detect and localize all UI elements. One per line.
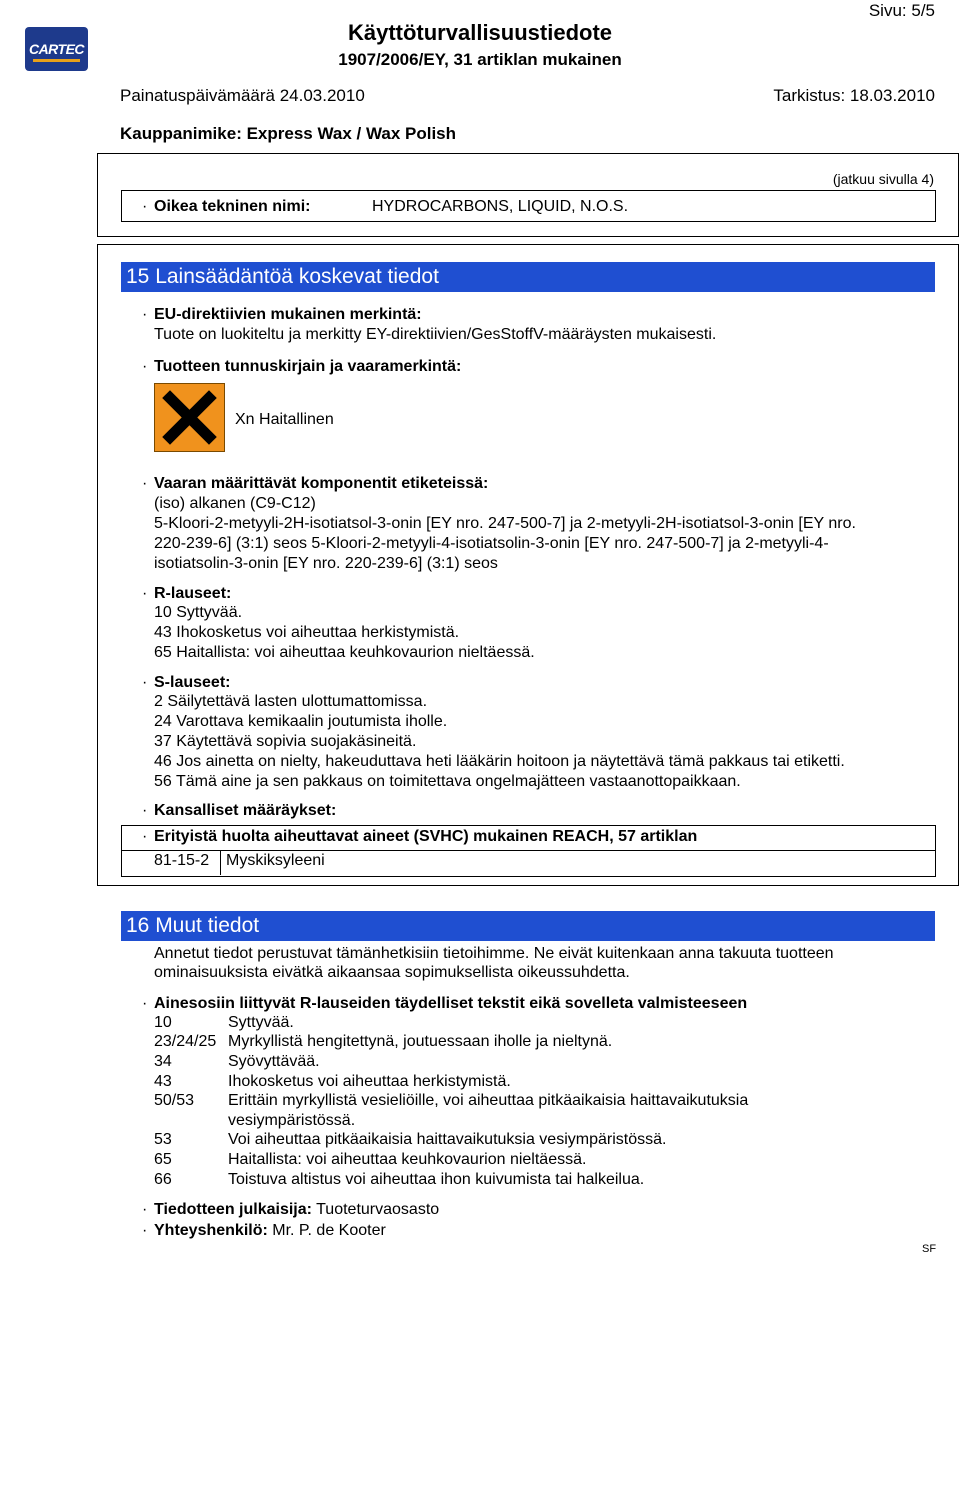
s-phrases-label: · S-lauseet:: [142, 674, 231, 691]
continued-note: (jatkuu sivulla 4): [832, 171, 934, 187]
svhc-cas-number: 81-15-2: [154, 852, 210, 869]
r-text: Ihokosketus voi aiheuttaa herkistymistä.: [228, 1073, 511, 1090]
publisher: · Tiedotteen julkaisija: Tuoteturvaosasto: [142, 1201, 440, 1218]
svhc-table-col-divider: [220, 850, 221, 875]
svhc-substance-name: Myskiksyleeni: [226, 852, 325, 869]
r-full-text-label: · Ainesosiin liittyvät R-lauseiden täydelliset tekstit eikä sovelleta valmisteeseen: [142, 995, 748, 1012]
r-code: 65: [154, 1151, 172, 1168]
r-code: 53: [154, 1131, 172, 1148]
r-phrase: 43 Ihokosketus voi aiheuttaa herkistymistä.: [154, 624, 460, 641]
document-subtitle: 1907/2006/EY, 31 artiklan mukainen: [338, 50, 622, 69]
hazard-designation: Xn Haitallinen: [235, 411, 334, 428]
s-phrase: 24 Varottava kemikaalin joutumista iholle.: [154, 713, 448, 730]
language-code: SF: [922, 1243, 937, 1255]
section-15-header: 15 Lainsäädäntöä koskevat tiedot: [121, 262, 935, 292]
disclaimer-line: Annetut tiedot perustuvat tämänhetkisiin tietoihimme. Ne eivät kuitenkaan anna takuuta tuotteen: [154, 945, 834, 962]
s-phrase: 46 Jos ainetta on nielty, hakeuduttava heti lääkärin hoitoon ja näytettävä tämä pakkaus tai etiketti.: [154, 753, 845, 770]
technical-name-value: HYDROCARBONS, LIQUID, N.O.S.: [372, 198, 629, 215]
page-number: Sivu: 5/5: [868, 1, 935, 20]
component-line: (iso) alkanen (C9-C12): [154, 495, 316, 512]
svhc-header: · Erityistä huolta aiheuttavat aineet (SVHC) mukainen REACH, 57 artiklan: [142, 828, 698, 845]
national-regulations-label: · Kansalliset määräykset:: [142, 802, 337, 819]
r-text: Haitallista: voi aiheuttaa keuhkovaurion nieltäessä.: [228, 1151, 587, 1168]
r-phrase: 65 Haitallista: voi aiheuttaa keuhkovaurion nieltäessä.: [154, 644, 535, 661]
r-phrase: 10 Syttyvää.: [154, 604, 243, 621]
eu-marking: · EU-direktiivien mukainen merkintä:: [142, 306, 422, 323]
component-line: 220-239-6] (3:1) seos 5-Kloori-2-metyyli-4-isotiatsolin-3-onin [EY nro. 247-500-7] ja 2-metyyli-4-: [154, 535, 829, 552]
s-phrase: 37 Käytettävä sopivia suojakäsineitä.: [154, 733, 417, 750]
revision-date: Tarkistus: 18.03.2010: [773, 86, 935, 105]
r-text: Erittäin myrkyllistä vesieliöille, voi aiheuttaa pitkäaikaisia haittavaikutuksia: [228, 1092, 749, 1109]
r-code: 50/53: [154, 1092, 195, 1109]
eu-marking-text: Tuote on luokiteltu ja merkitty EY-direktiivien/GesStoffV-määräysten mukaisesti.: [154, 326, 717, 343]
s-phrase: 2 Säilytettävä lasten ulottumattomissa.: [154, 693, 428, 710]
hazard-symbol-label: · Tuotteen tunnuskirjain ja vaaramerkintä:: [142, 358, 462, 375]
component-line: isotiatsolin-3-onin [EY nro. 220-239-6] (3:1) seos: [154, 555, 498, 572]
r-code: 34: [154, 1053, 172, 1070]
harmful-x-icon: [154, 383, 225, 452]
section-16-header: 16 Muut tiedot: [121, 911, 935, 941]
r-code: 23/24/25: [154, 1033, 217, 1050]
r-text: Syttyvää.: [228, 1014, 294, 1031]
r-code: 66: [154, 1171, 172, 1188]
r-phrases-label: · R-lauseet:: [142, 585, 232, 602]
technical-name-row: · Oikea tekninen nimi:: [142, 198, 311, 215]
document-title: Käyttöturvallisuustiedote: [347, 20, 613, 45]
logo-text: CARTEC: [28, 41, 85, 57]
r-text: vesiympäristössä.: [228, 1112, 356, 1129]
s-phrase: 56 Tämä aine ja sen pakkaus on toimitettava ongelmajätteen vastaanottopaikkaan.: [154, 773, 741, 790]
component-line: 5-Kloori-2-metyyli-2H-isotiatsol-3-onin [EY nro. 247-500-7] ja 2-metyyli-2H-isotiatsol-3-onin [EY nro.: [154, 515, 856, 532]
r-text: Syövyttävää.: [228, 1053, 320, 1070]
r-text: Myrkyllistä hengitettynä, joutuessaan iholle ja nieltynä.: [228, 1033, 613, 1050]
contact-person: · Yhteyshenkilö: Mr. P. de Kooter: [142, 1222, 386, 1239]
trade-name: Kauppanimike: Express Wax / Wax Polish: [120, 124, 457, 143]
disclaimer-line: ominaisuuksista eivätkä aikaansaa sopimuksellista oikeussuhdetta.: [154, 964, 630, 981]
components-label: · Vaaran määrittävät komponentit etiketeissä:: [142, 475, 489, 492]
technical-name-label: Oikea tekninen nimi:: [154, 198, 311, 215]
r-code: 10: [154, 1014, 172, 1031]
r-text: Toistuva altistus voi aiheuttaa ihon kuivumista tai halkeilua.: [228, 1171, 645, 1188]
print-date: Painatuspäivämäärä 24.03.2010: [120, 86, 365, 105]
r-text: Voi aiheuttaa pitkäaikaisia haittavaikutuksia vesiympäristössä.: [228, 1131, 667, 1148]
r-code: 43: [154, 1073, 172, 1090]
